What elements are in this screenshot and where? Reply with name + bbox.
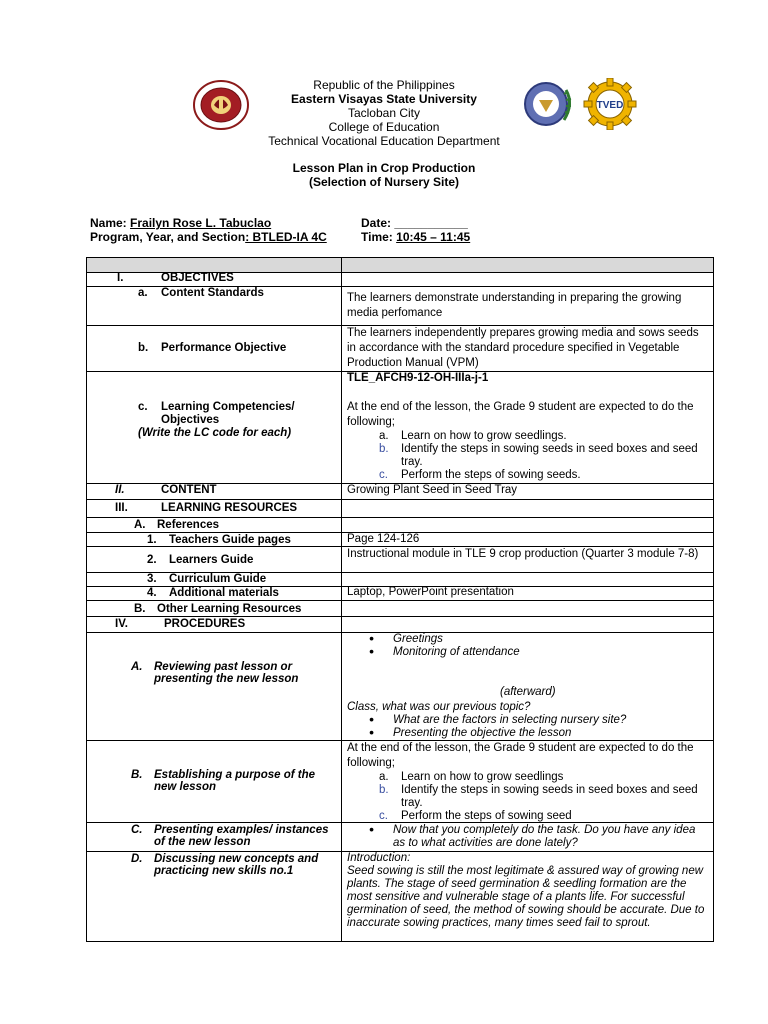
program-label: Program, Year, and Section [90,230,246,244]
svg-text:TVED: TVED [596,100,624,111]
lc-item: a. Learn on how to grow seedlings. [379,430,567,442]
learners-guide-value: Instructional module in TLE 9 crop production (Quarter 3 module 7-8) [347,548,699,560]
references-num: A. [134,519,146,531]
lc-intro: At the end of the lesson, the Grade 9 student are expected to do the following; [347,401,694,428]
content-standards-num: a. [138,287,148,299]
other-resources-label: Other Learning Resources [157,603,302,615]
objectives-num: I. [117,272,124,284]
name-line [90,216,271,230]
lc-label-2: Objectives [161,414,220,426]
proc-a-afterward: (afterward) [500,686,556,698]
curriculum-guide-label: Curriculum Guide [169,573,267,585]
date-value: ___________ [394,216,468,230]
proc-d-num: D. [131,853,143,865]
proc-c-num: C. [131,824,143,836]
time-label: Time: [361,230,393,244]
additional-materials-value: Laptop, PowerPoint presentation [347,586,514,598]
plan-subtitle: (Selection of Nursery Site) [308,175,460,189]
date-label: Date: [361,216,392,230]
list-item: a. Learn on how to grow seedlings [379,771,564,783]
performance-objective-value: The learners independently prepares growing media and sows seeds in accordance with the standard procedure specified in Vegetable Production Manual (VPM) [347,327,699,369]
proc-b-label-2: new lesson [154,781,216,793]
lc-num: c. [138,401,148,413]
performance-objective-label: Performance Objective [161,342,287,354]
proc-a-question: Class, what was our previous topic? [347,701,531,713]
procedures-num: IV. [115,618,129,630]
proc-b-num: B. [131,769,143,781]
proc-d-label-1: Discussing new concepts and [154,853,319,865]
proc-c-label-2: of the new lesson [154,836,251,848]
proc-a-label-2: presenting the new lesson [154,673,299,685]
content-value: Growing Plant Seed in Seed Tray [347,484,518,496]
time-line [361,230,470,244]
teachers-guide-label: Teachers Guide pages [169,534,291,546]
program-line [90,230,327,244]
lesson-plan-table [86,257,714,942]
content-standards-label: Content Standards [161,287,264,299]
header-city: Tacloban City [347,106,421,120]
table-header-band [87,258,713,272]
program-value: : BTLED-IA 4C [245,230,327,244]
lc-note: (Write the LC code for each) [138,427,292,439]
time-value: 10:45 – 11:45 [396,230,471,244]
lc-code: TLE_AFCH9-12-OH-IIIa-j-1 [347,372,489,384]
proc-b-label-1: Establishing a purpose of the [154,769,316,781]
references-label: References [157,519,220,531]
lc-label-1: Learning Competencies/ [161,401,295,413]
list-item: c. Perform the steps of sowing seed [379,810,572,822]
proc-a-bullets-2 [347,714,707,740]
date-line [361,216,468,230]
proc-b-items-list [347,771,702,823]
learners-guide-label: Learners Guide [169,554,254,566]
list-item: • Now that you completely do the task. Do you have any idea as to what activities are done lately? [347,824,709,850]
list-item: • Presenting the objective the lesson [347,727,707,740]
proc-c-label-1: Presenting examples/ instances [154,824,329,836]
name-value: Frailyn Rose L. Tabuclao [130,216,272,230]
list-item: • Greetings [347,633,707,646]
additional-materials-label: Additional materials [169,587,279,599]
lc-item: c. Perform the steps of sowing seeds. [379,469,581,481]
proc-c-bullets [347,824,709,850]
other-resources-num: B. [134,603,146,615]
proc-a-bullets-1 [347,633,707,659]
list-item: b. Identify the steps in sowing seeds in seed boxes and seed tray. [379,784,698,809]
lc-items-list [347,430,702,482]
header-country: Republic of the Philippines [313,78,455,92]
curriculum-guide-num: 3. [147,573,157,585]
header-college: College of Education [328,120,440,134]
name-label: Name: [90,216,127,230]
procedures-label: PROCEDURES [164,618,246,630]
proc-a-label-1: Reviewing past lesson or [154,661,293,673]
proc-a-num: A. [131,661,143,673]
teachers-guide-num: 1. [147,534,157,546]
learners-guide-num: 2. [147,554,157,566]
content-num: II. [115,484,125,496]
header-university: Eastern Visayas State University [291,92,477,106]
objectives-label: OBJECTIVES [161,272,234,284]
list-item: • What are the factors in selecting nursery site? [347,714,707,727]
proc-d-text: Seed sowing is still the most legitimate & assured way of growing new plants. The stage of seed germination & seedling formation are the most sensitive and vulnerable stage of a plants life. For successful germination of seed, the method of sowing should be accurate. Due to inaccurate sowing practices, many times seed fail to sprout. [347,865,705,929]
additional-materials-num: 4. [147,587,157,599]
lc-item: b. Identify the steps in sowing seeds in seed boxes and seed tray. [379,443,698,468]
header-department: Technical Vocational Education Department [268,134,500,148]
proc-d-intro: Introduction: [347,852,411,864]
proc-b-intro: At the end of the lesson, the Grade 9 student are expected to do the following; [347,742,694,769]
plan-title: Lesson Plan in Crop Production [292,161,476,175]
list-item: • Monitoring of attendance [347,646,707,659]
proc-d-label-2: practicing new skills no.1 [154,865,294,877]
performance-objective-num: b. [138,342,149,354]
content-label: CONTENT [161,484,217,496]
learning-resources-label: LEARNING RESOURCES [161,502,298,514]
content-standards-value: The learners demonstrate understanding in preparing the growing media perfomance [347,292,682,319]
learning-resources-num: III. [115,502,128,514]
teachers-guide-value: Page 124-126 [347,533,420,545]
